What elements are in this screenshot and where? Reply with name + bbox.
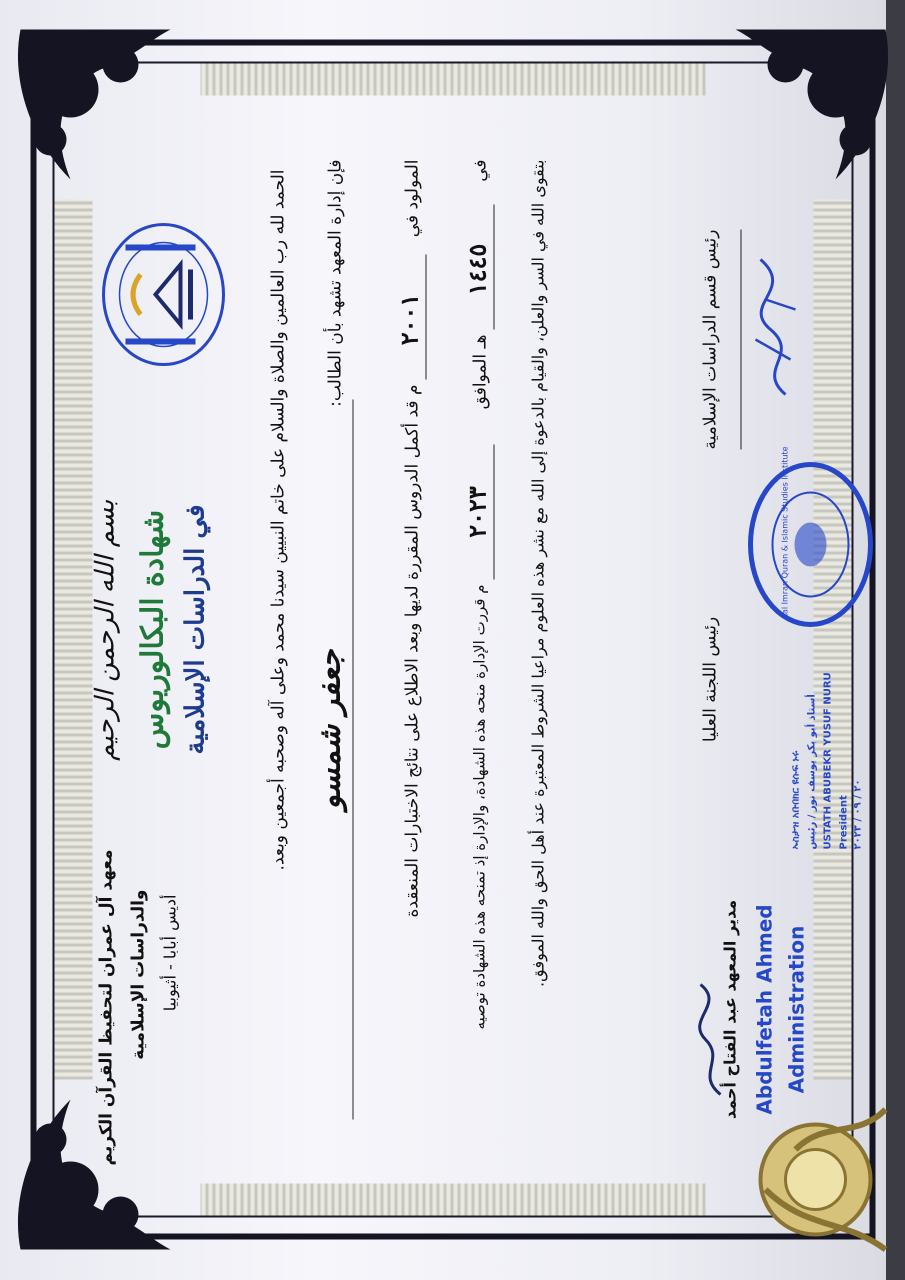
director-signature xyxy=(691,980,731,1100)
institute-logo xyxy=(96,220,231,370)
born-year: ٢٠٠١ xyxy=(394,293,424,346)
corner-ornament-bottom-right xyxy=(726,20,896,190)
president-seal-ethiopic: ኡስታዝ አቡበክር ዩሱፍ ኑሩ xyxy=(790,750,802,850)
certificate-subtitle: في الدراسات الإسلامية xyxy=(180,504,211,755)
born-year-line xyxy=(426,255,427,380)
corner-ornament-top-right xyxy=(11,20,181,190)
corner-ornament-bottom-left xyxy=(726,1090,896,1260)
basmala: بسم الله الرحمن الرحيم xyxy=(90,499,121,761)
attestation-prefix: فإن إدارة المعهد تشهد بأن الطالب: xyxy=(325,159,346,407)
sig-department-title: رئيس قسم الدراسات الإسلامية xyxy=(700,229,721,450)
certificate-title: شهادة البكالوريوس xyxy=(135,509,171,750)
sig-committee-title: رئيس اللجنة العليا xyxy=(700,616,721,743)
greg-year: ٢٠٢٣ xyxy=(462,486,492,538)
certificate xyxy=(1,0,905,1280)
president-seal-role: President xyxy=(838,795,850,850)
sig-department-signature xyxy=(746,250,806,400)
born-label: المولود في xyxy=(402,159,423,238)
round-stamp-text: Aal Imran Quran & Islamic Studies Institute xyxy=(780,446,790,620)
president-seal-ar: أستاذ أبو بكر يوسف نور / رئيس xyxy=(806,694,818,850)
in-label: في xyxy=(470,159,491,182)
greg-suffix: م قررت الإدارة منحه هذه الشهادة، والإدارة إذ تمنحه هذه الشهادة توصيه xyxy=(470,584,489,1030)
institute-city: أديس أبابا - أثيوبيا xyxy=(160,894,180,1012)
hijri-year: ١٤٤٥ xyxy=(462,243,492,296)
president-seal-date: ٢٠ / ٠٩ / ٢٠٢٣ xyxy=(852,779,864,850)
institute-subtitle: والدراسات الإسلامية xyxy=(128,889,149,1060)
director-stamp-ar: مدير المعهد عبد الفتاح أحمد xyxy=(720,899,740,1120)
hijri-suffix: هـ الموافق xyxy=(470,334,491,410)
director-stamp-role: Administration xyxy=(784,925,809,1094)
born-suffix: م قد أكمل الدروس المقررة لديها وبعد الاطلاع على نتائج الاختبارات المنعقدة xyxy=(402,384,423,918)
praise-line: الحمد لله رب العالمين والصلاة والسلام على خاتم النبيين سيدنا محمد وعلى آله وصحبه أجمعين وبعد. xyxy=(268,169,289,871)
greg-year-line xyxy=(494,445,495,580)
hijri-year-line xyxy=(494,205,495,330)
institute-name: معهد آل عمران لتحفيظ القرآن الكريم xyxy=(96,849,117,1166)
corner-ornament-top-left xyxy=(11,1090,181,1260)
student-name-line xyxy=(353,400,354,1120)
president-seal-en: USTATH ABUBEKR YUSUF NURU xyxy=(822,672,834,850)
sig-department-line xyxy=(741,230,742,450)
closing-line: بتقوى الله في السر والعلن، والقيام بالدعوة إلى الله مع نشر هذه العلوم مراعيا الشروط المعتبرة عند أهل الحق والله الموفق. xyxy=(528,159,548,987)
student-name: جعفر شمسو xyxy=(312,649,348,810)
director-stamp-en: Abdulfetah Ahmed xyxy=(752,904,777,1115)
round-stamp xyxy=(746,446,876,630)
